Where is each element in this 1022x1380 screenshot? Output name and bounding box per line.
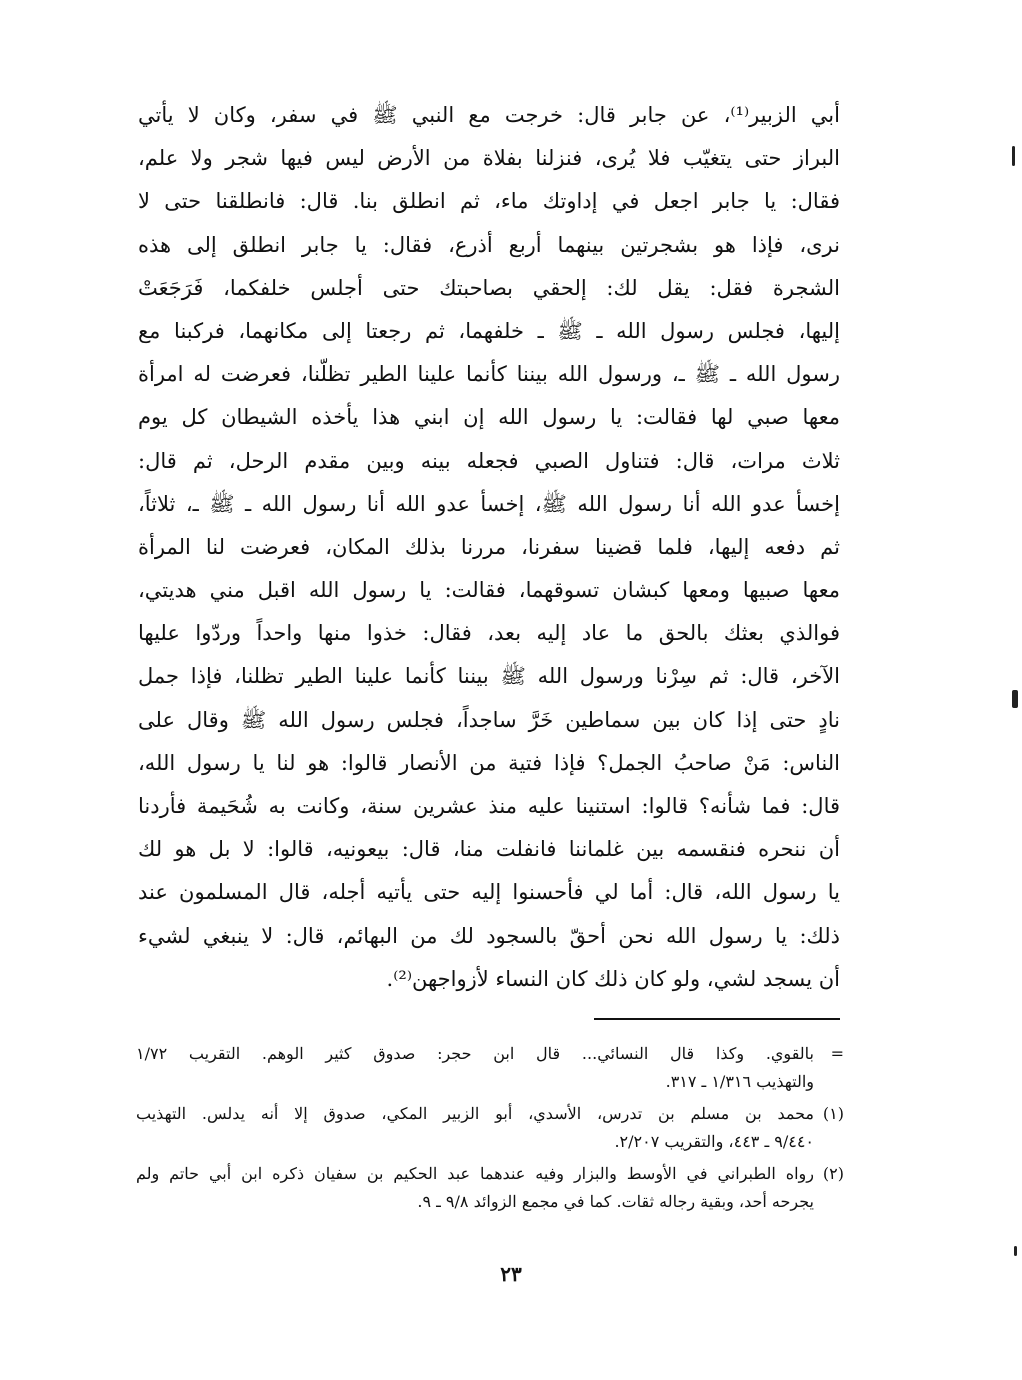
text-line: إليها، فجلس رسول الله ـ ﷺ ـ خلفهما، ثم رجعتا إلى مكانهما، فركبنا مع [138, 318, 840, 343]
page-number: ٢٣ [500, 1262, 522, 1286]
scan-mark [1012, 146, 1015, 166]
footnote-line: والتهذيب ١/٣١٦ ـ ٣١٧. [665, 1072, 814, 1091]
text-line: معها صبي لها فقالت: يا رسول الله إن ابني هذا يأخذه الشيطان كل يوم [138, 405, 840, 430]
text-line: ذلك: يا رسول الله نحن أحقّ بالسجود لك من البهائم، قال: لا ينبغي لشيء [138, 923, 840, 948]
text-line: قال: فما شأنه؟ قالوا: استنينا عليه منذ عشرين سنة، وكانت به شُحَيمة فأردنا [138, 794, 840, 818]
footnote-continuation [136, 1040, 844, 1096]
text-line: الشجرة فقل: يقل لك: إلحقي بصاحبتك حتى أجلس خلفكما، فَرَجَعَتْ [138, 275, 840, 300]
footnote-mark: = [830, 1044, 844, 1063]
footnotes [136, 1040, 844, 1220]
footnote-mark: (٢) [822, 1164, 844, 1183]
text-line: البراز حتى يتغيّب فلا يُرى، فنزلنا بفلاة من الأرض ليس فيها شجر ولا علم، [138, 146, 840, 171]
text-line: الآخر، قال: ثم سِرْنا ورسول الله ﷺ بيننا كأنما علينا الطير تظلنا، فإذا جمل [138, 664, 840, 689]
footnote-2 [136, 1160, 844, 1216]
text-line: فقال: يا جابر اجعل في إداوتك ماء، ثم انطلق بنا. قال: فانطلقنا حتى لا [138, 189, 840, 214]
text-line: ثم دفعه إليها، فلما قضينا سفرنا، مررنا بذلك المكان، فعرضت لنا المرأة [138, 534, 840, 559]
text-line: يا رسول الله، قال: أما لي فأحسنوا إليه حتى يأتيه أجله، قال المسلمون عند [138, 880, 840, 905]
text-line: معها صبيها ومعها كبشان تسوقهما، فقالت: يا رسول الله اقبل مني هديتي، [138, 578, 840, 603]
footnote-line: رواه الطبراني في الأوسط والبزار وفيه عندهما عبد الحكيم بن سفيان ذكره ابن أبي حاتم ولم [136, 1164, 814, 1183]
footnote-line: يجرحه أحد، وبقية رجاله ثقات. كما في مجمع الزوائد ٩/٨ ـ ٩. [417, 1192, 814, 1211]
footnote-line: ٩/٤٤٠ ـ ٤٤٣، والتقريب ٢/٢٠٧. [614, 1132, 814, 1151]
text-line: نادٍ حتى إذا كان بين سماطين خَرَّ ساجداً، فجلس رسول الله ﷺ وقال على [138, 707, 840, 732]
text-line: أن يسجد لشي، ولو كان ذلك كان النساء لأزواجهن⁽²⁾. [386, 966, 840, 991]
text-line: رسول الله ـ ﷺ ـ، ورسول الله بيننا كأنما علينا الطير تظلّنا، فعرضت له امرأة [138, 362, 840, 387]
main-text [138, 94, 840, 1001]
scan-mark [1012, 690, 1018, 708]
text-line: إخسأ عدو الله أنا رسول الله ﷺ، إخسأ عدو الله أنا رسول الله ـ ﷺ ـ، ثلاثاً، [138, 491, 840, 516]
text-line: أن ننحره فنقسمه بين غلماننا فانفلت منا، قال: بيعونيه، قالوا: لا بل هو لك [138, 837, 840, 862]
scan-mark [1014, 1246, 1017, 1256]
text-line: نرى، فإذا هو بشجرتين بينهما أربع أذرع، فقال: يا جابر انطلق إلى هذه [138, 232, 840, 257]
footnote-separator [594, 1018, 840, 1020]
text-line: ثلاث مرات، قال: فتناول الصبي فجعله بينه وبين مقدم الرحل، ثم قال: [138, 448, 840, 473]
footnote-mark: (١) [822, 1104, 844, 1123]
footnote-line: محمد بن مسلم بن تدرس، الأسدي، أبو الزبير المكي، صدوق إلا أنه يدلس. التهذيب [136, 1104, 814, 1123]
text-line: الناس: مَنْ صاحبُ الجمل؟ فإذا فتية من الأنصار قالوا: هو لنا يا رسول الله، [138, 750, 840, 775]
text-line: أبي الزبير⁽¹⁾، عن جابر قال: خرجت مع النبي ﷺ في سفر، وكان لا يأتي [138, 103, 840, 127]
footnote-line: بالقوي. وكذا قال النسائي... قال ابن حجر: صدوق كثير الوهم. التقريب ١/٧٢ [136, 1044, 814, 1063]
footnote-1 [136, 1100, 844, 1156]
text-line: فوالذي بعثك بالحق ما عاد إليه بعد، فقال: خذوا منها واحداً وردّوا عليها [138, 621, 840, 646]
